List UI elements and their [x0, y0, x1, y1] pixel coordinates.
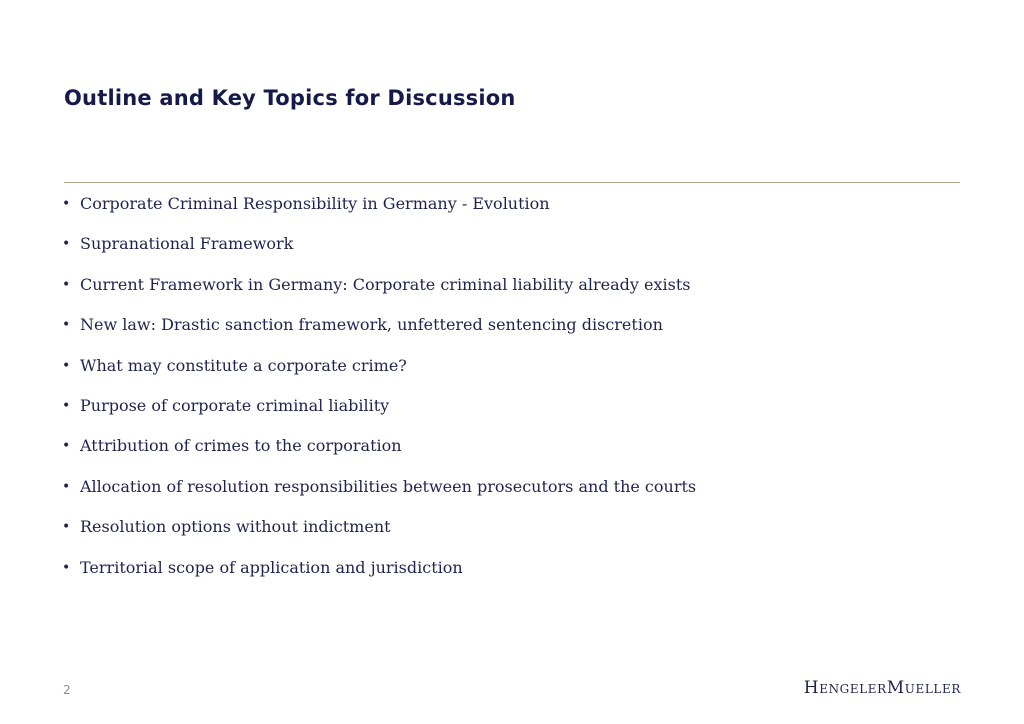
bullet-icon: •: [62, 317, 71, 334]
bullet-icon: •: [62, 397, 71, 414]
list-item-text: Supranational Framework: [80, 234, 294, 254]
bullet-icon: •: [62, 357, 71, 374]
list-item-text: Allocation of resolution responsibilities between prosecutors and the courts: [80, 476, 697, 496]
list-item-text: Current Framework in Germany: Corporate criminal liability already exists: [80, 274, 691, 294]
list-item-text: Resolution options without indictment: [80, 517, 391, 537]
title-divider: [64, 182, 960, 183]
list-item-text: Territorial scope of application and jurisdiction: [80, 557, 463, 577]
bullet-icon: •: [62, 276, 71, 293]
list-item-text: New law: Drastic sanction framework, unfettered sentencing discretion: [80, 315, 663, 335]
bullet-icon: •: [62, 196, 71, 212]
bullet-icon: •: [62, 478, 71, 495]
list-item-text: What may constitute a corporate crime?: [80, 355, 407, 375]
list-item-text: Attribution of crimes to the corporation: [80, 436, 402, 456]
bullet-icon: •: [62, 519, 71, 536]
slide-title: Outline and Key Topics for Discussion: [64, 86, 516, 110]
list-item-text: Purpose of corporate criminal liability: [80, 395, 390, 415]
bullet-icon: •: [62, 236, 71, 253]
bullet-icon: •: [62, 438, 71, 455]
page-number: 2: [63, 683, 71, 697]
company-logo: HengelerMueller: [803, 678, 961, 698]
list-item-text: Corporate Criminal Responsibility in Germany - Evolution: [80, 194, 550, 213]
bullet-icon: •: [62, 559, 71, 576]
